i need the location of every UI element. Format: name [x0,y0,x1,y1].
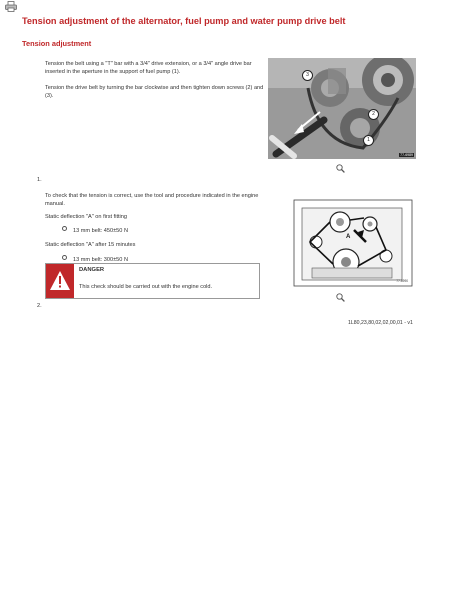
check-paragraph: To check that the tension is correct, use the tool and procedure indicated in the engine manual. [45,193,259,208]
danger-title: DANGER [79,267,105,273]
after-value [62,255,128,263]
danger-icon [46,264,74,298]
belt-deflection-diagram [288,194,416,289]
callout-1: 1 [363,135,374,146]
callout-3: 3 [302,70,313,81]
callout-2: 2 [368,109,379,120]
zoom-in-icon[interactable] [336,164,345,173]
first-fitting-label: Static deflection "A" on first fitting [45,214,128,220]
step-number: 1. [37,177,42,183]
after-label: Static deflection "A" after 15 minutes [45,242,136,248]
deflection-label-a: A [346,234,351,240]
section-title: Tension adjustment [22,39,92,48]
step-number: 2. [37,303,42,309]
page-title: Tension adjustment of the alternator, fuel pump and water pump drive belt [22,16,346,26]
danger-text: This check should be carried out with the engine cold. [79,284,213,290]
bullet-icon [62,255,67,260]
intro-paragraph-2: Tension the drive belt by turning the bar clockwise and then tighten down screws (2) and (3). [45,85,264,100]
first-fitting-value [62,226,128,234]
diagram-code: 77-6990 [396,279,408,283]
intro-paragraph-1: Tension the belt using a "T" bar with a 3/4" drive extension, or a 3/4" angle drive bar inserted in the aperture in the support of fuel pump (1). [45,61,252,76]
bullet-icon [62,226,67,231]
document-reference: 1L80,23,80,02,02,00,01 - v1 [348,320,413,326]
printer-icon[interactable] [5,1,17,12]
zoom-in-icon[interactable] [336,293,345,302]
photo-code: 77-6989 [400,153,413,157]
after-text: 13 mm belt: 300±50 N [73,257,128,263]
danger-box [45,263,260,299]
first-fitting-text: 13 mm belt: 450±50 N [73,228,128,234]
belt-tension-photo [268,58,416,159]
